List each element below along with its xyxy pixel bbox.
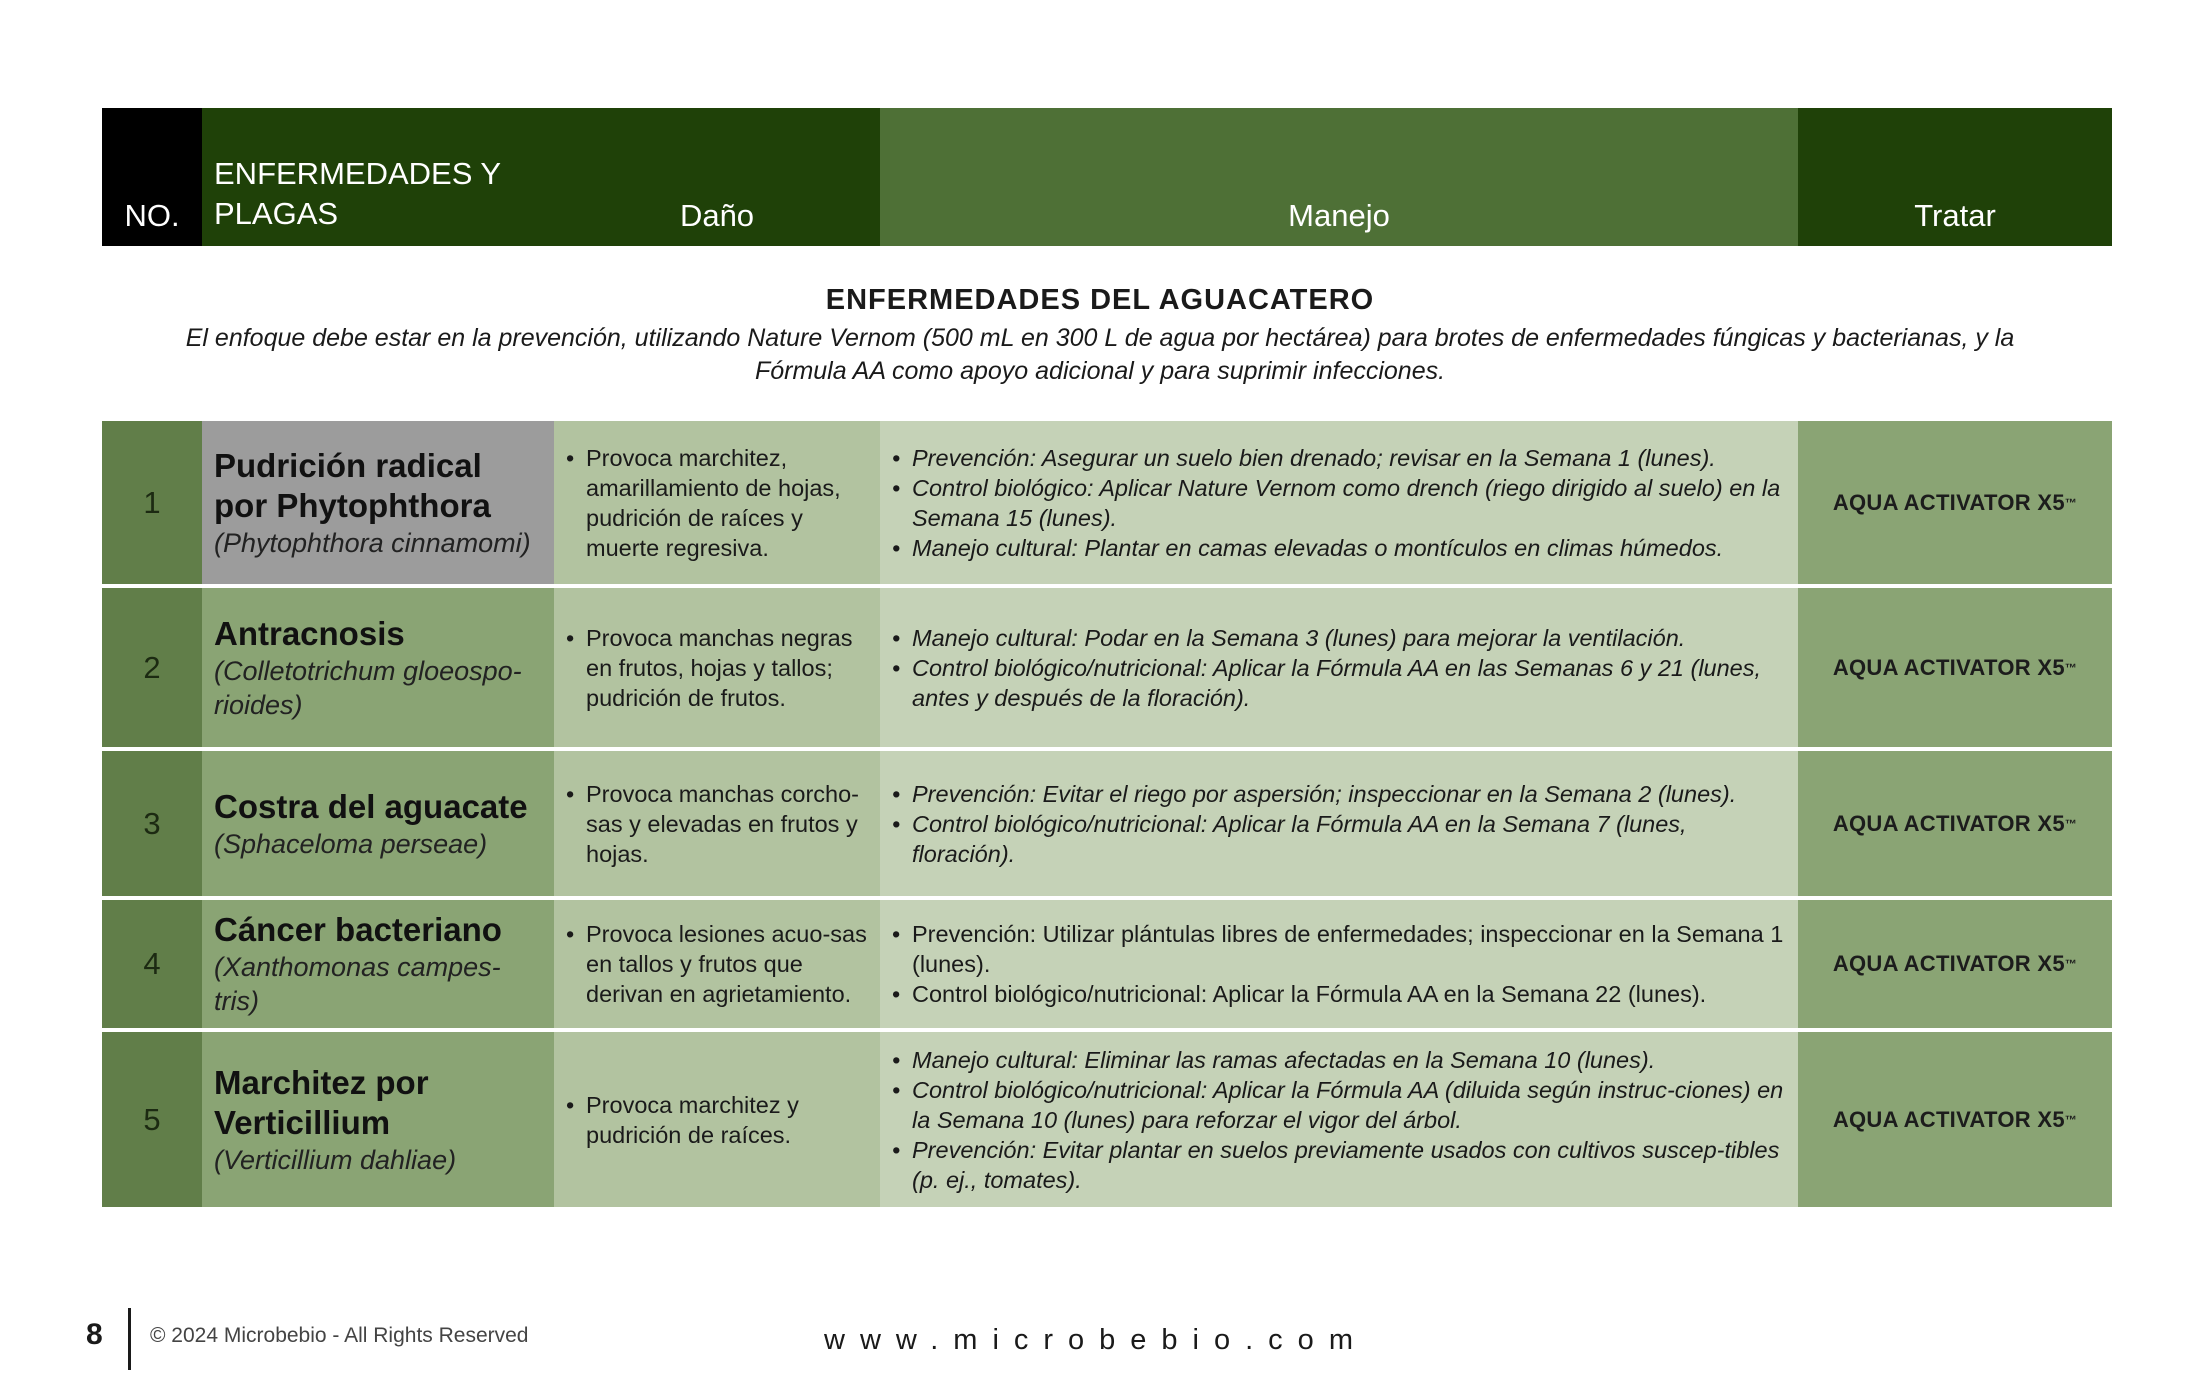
- damage-text: • Provoca marchitez y pudrición de raíces.: [564, 1090, 874, 1150]
- damage-cell: [554, 1032, 880, 1207]
- page-number: 8: [86, 1318, 103, 1351]
- management-cell: [880, 900, 1798, 1028]
- disease-name: Antracnosis: [214, 614, 405, 652]
- treatment-cell: [1798, 588, 2112, 747]
- disease-cell: [202, 900, 554, 1028]
- row-number: 5: [102, 1032, 202, 1207]
- damage-text: • Provoca marchitez, amarillamiento de hojas, pudrición de raíces y muerte regresiva.: [564, 443, 874, 563]
- trademark-symbol: ™: [2064, 660, 2078, 675]
- damage-text: • Provoca manchas corcho-sas y elevadas en frutos y hojas.: [564, 779, 874, 869]
- scientific-name: (Colletotrichum gloeospo-rioides): [214, 655, 522, 720]
- row-number: 1: [102, 421, 202, 584]
- damage-cell: [554, 588, 880, 747]
- disease-cell: [202, 751, 554, 896]
- damage-cell: [554, 900, 880, 1028]
- treatment-product: AQUA ACTIVATOR X5: [1832, 1106, 2065, 1132]
- disease-name: Marchitez por Verticillium: [214, 1063, 429, 1141]
- section-title: ENFERMEDADES DEL AGUACATERO: [825, 284, 1375, 316]
- trademark-symbol: ™: [2064, 957, 2078, 971]
- management-item: • Manejo cultural: Podar en la Semana 3 (lunes) para mejorar la ventilación.: [890, 623, 1784, 653]
- scientific-name: (Verticillium dahliae): [214, 1144, 457, 1175]
- treatment-product: AQUA ACTIVATOR X5: [1832, 810, 2065, 836]
- management-cell: [880, 421, 1798, 584]
- table-row: [102, 900, 2112, 1028]
- table-row: [102, 1032, 2112, 1207]
- scientific-name: (Phytophthora cinnamomi): [214, 527, 531, 558]
- treatment-cell: [1798, 900, 2112, 1028]
- header-dano: Daño: [554, 108, 880, 246]
- row-number: 2: [102, 588, 202, 747]
- trademark-symbol: ™: [2064, 495, 2078, 510]
- management-item: • Control biológico/nutricional: Aplicar la Fórmula AA (diluida según instruc-ciones) en la Semana 10 (lunes) para reforzar el vigor del árbol.: [890, 1075, 1784, 1135]
- treatment-cell: [1798, 1032, 2112, 1207]
- disease-cell: [202, 421, 554, 584]
- website-link[interactable]: www.microbebio.com: [824, 1324, 1368, 1356]
- management-item: • Prevención: Evitar el riego por aspersión; inspeccionar en la Semana 2 (lunes).: [890, 779, 1784, 809]
- management-item: • Prevención: Asegurar un suelo bien drenado; revisar en la Semana 1 (lunes).: [890, 443, 1784, 473]
- trademark-symbol: ™: [2064, 1112, 2078, 1127]
- disease-cell: [202, 1032, 554, 1207]
- damage-cell: [554, 421, 880, 584]
- management-item: • Control biológico/nutricional: Aplicar la Fórmula AA en las Semanas 6 y 21 (lunes, antes y después de la floración).: [890, 653, 1784, 713]
- damage-text: • Provoca manchas negras en frutos, hojas y tallos; pudrición de frutos.: [564, 623, 874, 713]
- treatment-cell: [1798, 421, 2112, 584]
- header-enfermedades: ENFERMEDADES Y PLAGAS: [202, 108, 554, 246]
- management-cell: [880, 1032, 1798, 1207]
- header-no: NO.: [102, 108, 202, 246]
- trademark-symbol: ™: [2064, 816, 2078, 831]
- management-item: • Control biológico/nutricional: Aplicar la Fórmula AA en la Semana 7 (lunes, floración).: [890, 809, 1784, 869]
- management-cell: [880, 751, 1798, 896]
- row-number: 4: [102, 900, 202, 1028]
- footer-divider: [128, 1308, 131, 1370]
- treatment-cell: [1798, 751, 2112, 896]
- damage-cell: [554, 751, 880, 896]
- scientific-name: (Xanthomonas campes-tris): [214, 952, 501, 1016]
- treatment-product: AQUA ACTIVATOR X5: [1832, 951, 2065, 976]
- management-item: • Prevención: Utilizar plántulas libres de enfermedades; inspeccionar en la Semana 1 (lunes).: [890, 919, 1784, 979]
- disease-name: Cáncer bacteriano: [214, 911, 502, 948]
- disease-cell: [202, 588, 554, 747]
- management-item: • Control biológico: Aplicar Nature Vernom como drench (riego dirigido al suelo) en la Semana 15 (lunes).: [890, 473, 1784, 533]
- treatment-product: AQUA ACTIVATOR X5: [1832, 654, 2065, 680]
- scientific-name: (Sphaceloma perseae): [214, 828, 488, 859]
- table-row: [102, 588, 2112, 747]
- table-row: [102, 421, 2112, 584]
- management-item: • Manejo cultural: Eliminar las ramas afectadas en la Semana 10 (lunes).: [890, 1045, 1784, 1075]
- copyright-text: © 2024 Microbebio - All Rights Reserved: [150, 1324, 529, 1347]
- disease-name: Costra del aguacate: [214, 787, 528, 825]
- header-manejo: Manejo: [880, 108, 1798, 246]
- management-item: • Manejo cultural: Plantar en camas elevadas o montículos en climas húmedos.: [890, 533, 1784, 563]
- treatment-product: AQUA ACTIVATOR X5: [1832, 489, 2065, 515]
- management-cell: [880, 588, 1798, 747]
- table-row: [102, 751, 2112, 896]
- row-number: 3: [102, 751, 202, 896]
- header-tratar: Tratar: [1798, 108, 2112, 246]
- management-item: • Prevención: Evitar plantar en suelos previamente usados con cultivos suscep-tibles (p. ej., tomates).: [890, 1135, 1784, 1195]
- damage-text: • Provoca lesiones acuo-sas en tallos y frutos que derivan en agrietamiento.: [564, 919, 874, 1009]
- section-description: El enfoque debe estar en la prevención, utilizando Nature Vernom (500 mL en 300 L de agua por hectárea) para brotes de enfermedades fúngicas y bacterianas, y la Fórmula AA como apoyo adicional y para suprimir infecciones.: [185, 324, 2015, 385]
- management-item: • Control biológico/nutricional: Aplicar la Fórmula AA en la Semana 22 (lunes).: [890, 979, 1784, 1009]
- disease-name: Pudrición radical por Phytophthora: [214, 446, 491, 524]
